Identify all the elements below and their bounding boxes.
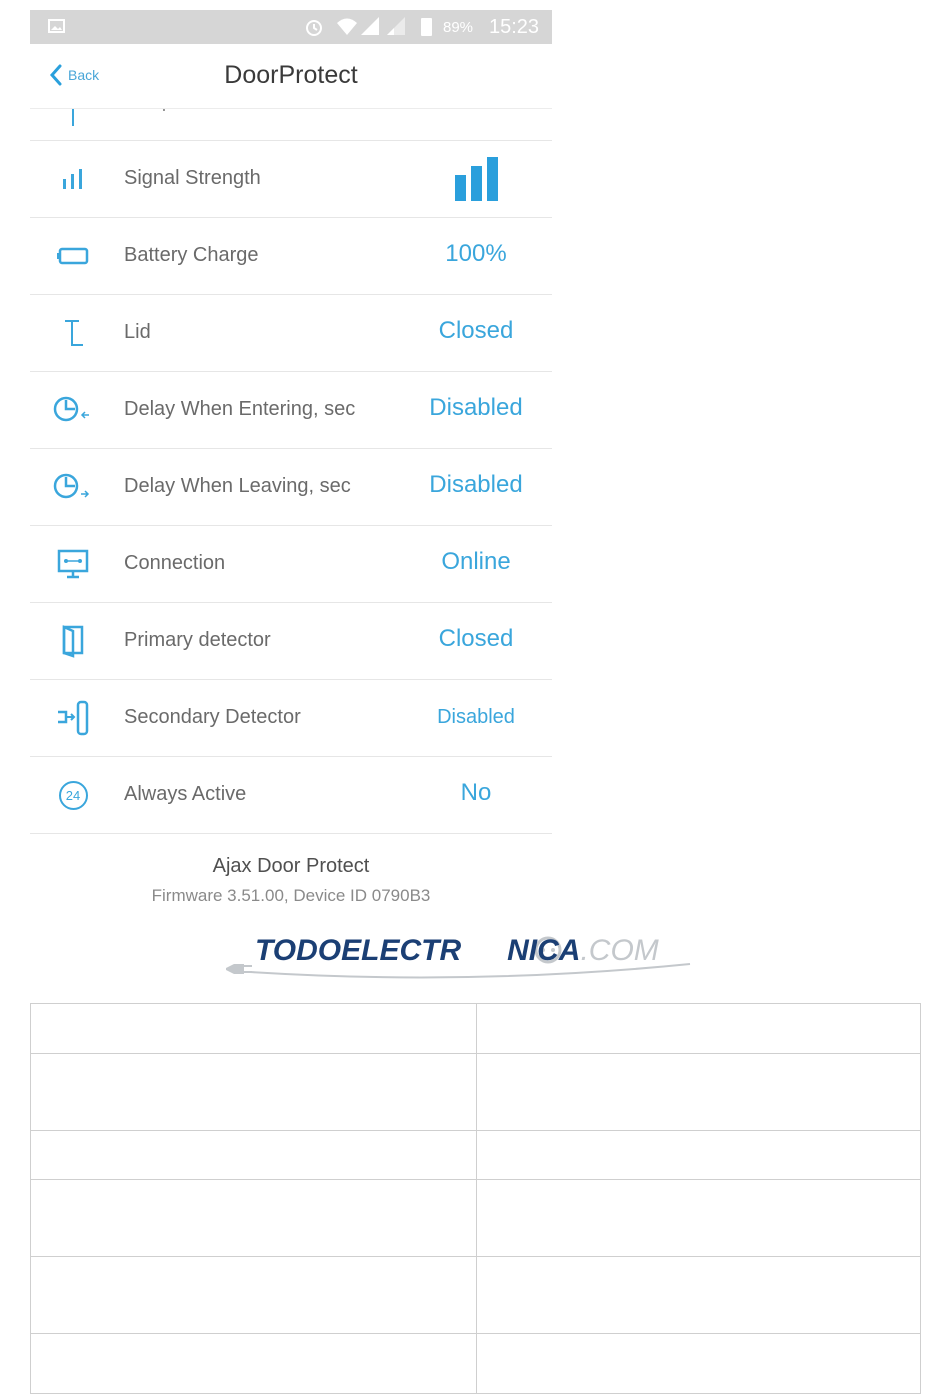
row-label: Primary detector <box>124 629 271 651</box>
row-value: Disabled <box>429 394 523 421</box>
table-cell <box>477 1054 921 1131</box>
row-label: Always Active <box>124 783 247 805</box>
watermark-text-1: TODOELECTR <box>255 934 462 967</box>
empty-table <box>30 1003 921 1394</box>
battery-percent: 89% <box>443 19 474 36</box>
list-item-battery-charge[interactable] <box>30 218 552 295</box>
watermark-text-2: NICA <box>507 934 581 967</box>
device-name: Ajax Door Protect <box>212 855 370 877</box>
signal-strength-value-icon <box>454 157 500 206</box>
signal-bars-icon <box>55 161 91 197</box>
row-value: No <box>460 779 492 806</box>
row-value: Closed <box>438 317 514 344</box>
gallery-icon <box>48 19 65 33</box>
always-active-24-icon <box>55 777 91 813</box>
clock-enter-icon <box>55 392 91 428</box>
row-value: Closed <box>438 625 514 652</box>
table-cell <box>31 1004 477 1054</box>
table-cell <box>31 1257 477 1334</box>
battery-icon <box>55 238 91 274</box>
phone-screen <box>30 10 552 910</box>
row-label: Battery Charge <box>124 244 259 266</box>
connection-monitor-icon <box>55 546 91 582</box>
row-label: Connection <box>124 552 226 574</box>
list-item-connection[interactable] <box>30 526 552 603</box>
table-cell <box>477 1180 921 1257</box>
firmware-info: Firmware 3.51.00, Device ID 0790B3 <box>151 886 431 905</box>
cell-signal-icon <box>360 16 380 36</box>
list-item-temperature[interactable] <box>30 110 552 141</box>
list-item-primary-detector[interactable] <box>30 603 552 680</box>
row-value: Online <box>441 548 511 575</box>
row-label: Secondary Detector <box>124 706 301 728</box>
row-label: Signal Strength <box>124 167 261 189</box>
row-value: 100% <box>445 240 507 267</box>
list-item-delay-leaving[interactable] <box>30 449 552 526</box>
page-title: DoorProtect <box>224 61 358 89</box>
cell-signal-2-icon <box>386 16 406 36</box>
external-detector-icon <box>55 700 91 736</box>
table-cell <box>31 1180 477 1257</box>
lid-icon <box>55 315 91 351</box>
list-item-delay-entering[interactable] <box>30 372 552 449</box>
clock-time: 15:23 <box>489 16 540 38</box>
table-cell <box>477 1131 921 1180</box>
table-cell <box>31 1054 477 1131</box>
table-cell <box>477 1334 921 1394</box>
table-cell <box>477 1004 921 1054</box>
clock-leave-icon <box>55 469 91 505</box>
icon-24-text: 24 <box>59 781 88 810</box>
row-label: Delay When Entering, sec <box>124 398 356 420</box>
nav-bar <box>30 44 552 109</box>
row-label: Lid <box>124 321 151 343</box>
watermark-logo <box>220 928 765 983</box>
alarm-icon <box>304 17 324 37</box>
row-label: Delay When Leaving, sec <box>124 475 351 497</box>
status-bar <box>30 10 552 44</box>
list-item-secondary-detector[interactable] <box>30 680 552 757</box>
door-icon <box>55 623 91 659</box>
watermark-text-3: .COM <box>580 934 659 967</box>
row-value: Disabled <box>429 471 523 498</box>
wifi-icon <box>336 17 358 37</box>
table-cell <box>31 1334 477 1394</box>
list-item-signal-strength[interactable] <box>30 141 552 218</box>
list-item-always-active[interactable] <box>30 757 552 834</box>
table-cell <box>31 1131 477 1180</box>
battery-status-icon <box>421 18 432 36</box>
device-settings-list <box>30 66 552 834</box>
back-label: Back <box>68 67 100 83</box>
list-item-lid[interactable] <box>30 295 552 372</box>
table-cell <box>477 1257 921 1334</box>
row-value: Disabled <box>437 706 515 728</box>
